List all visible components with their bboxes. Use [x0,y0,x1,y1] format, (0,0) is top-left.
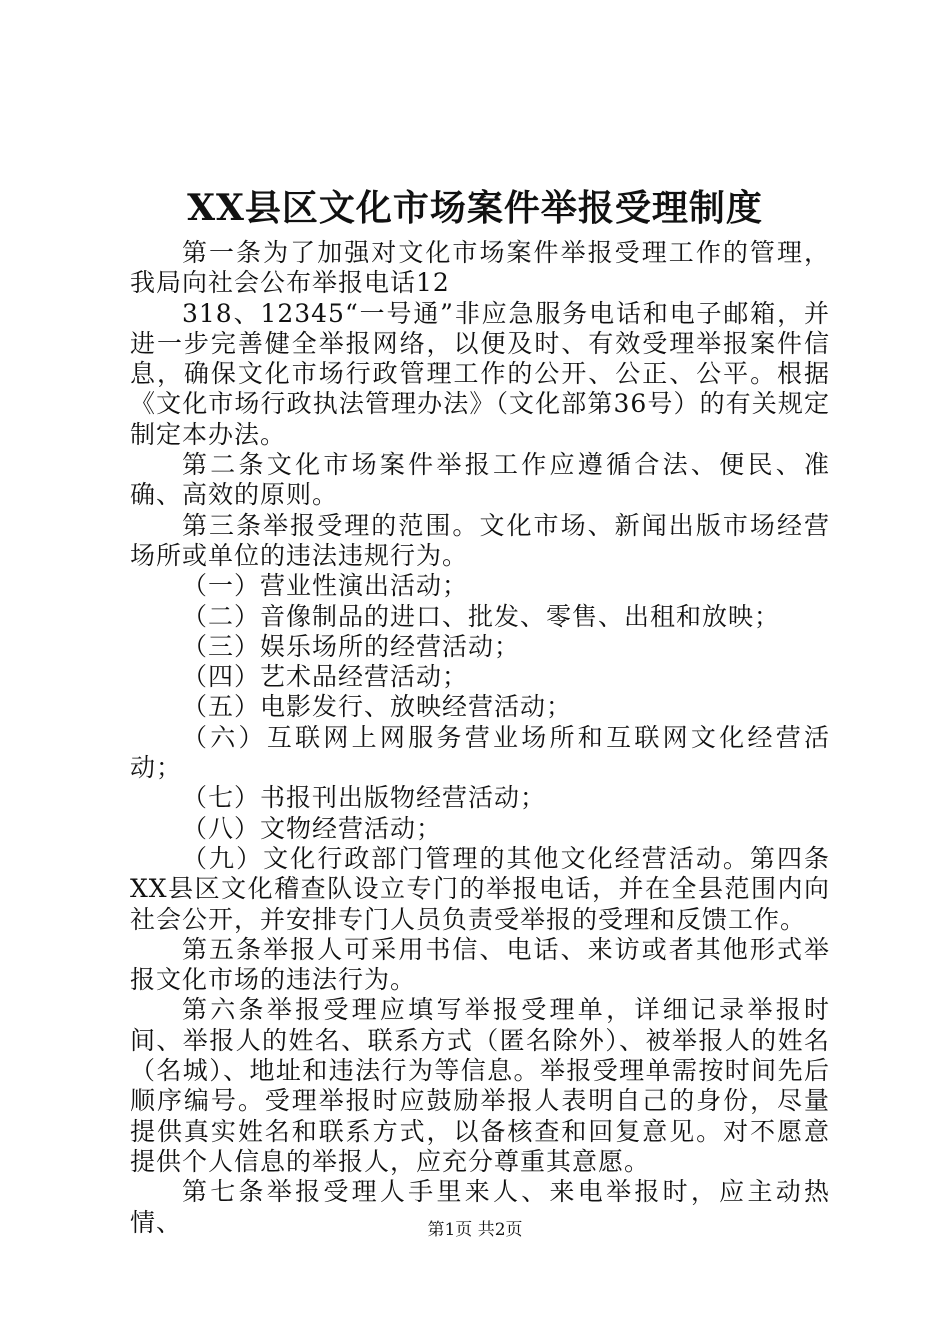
list-item-2: （二）音像制品的进口、批发、零售、出租和放映； [182,601,781,631]
list-item-8: （八）文物经营活动； [182,813,443,843]
list-item-9-and-article-4: （九）文化行政部门管理的其他文化经营活动。第四条XX县区文化稽查队设立专门的举报电话，并在全县范围内向社会公开，并安排专门人员负责受举报的受理和反馈工作。 [130,843,830,934]
paragraph-article-1-continued: 318、12345“一号通”非应急服务电话和电子邮箱，并进一步完善健全举报网络，以便及时、有效受理举报案件信息，确保文化市场行政管理工作的公开、公正、公平。根据《文化市场行政执法管理办法》（文化部第36号）的有关规定制定本办法。 [130,298,830,449]
list-item-7: （七）书报刊出版物经营活动； [182,783,547,813]
document-title: XX县区文化市场案件举报受理制度 [187,187,763,229]
paragraph-article-2: 第二条文化市场案件举报工作应遵循合法、便民、准确、高效的原则。 [130,450,830,510]
list-item-4: （四）艺术品经营活动； [182,662,469,692]
list-item-1: （一）营业性演出活动； [182,571,469,601]
list-item-6: （六）互联网上网服务营业场所和互联网文化经营活动； [130,722,830,783]
list-item-5: （五）电影发行、放映经营活动； [182,692,573,722]
paragraph-article-3: 第三条举报受理的范围。文化市场、新闻出版市场经营场所或单位的违法违规行为。 [130,510,830,570]
paragraph-article-5: 第五条举报人可采用书信、电话、来访或者其他形式举报文化市场的违法行为。 [130,934,830,995]
list-item-3: （三）娱乐场所的经营活动； [182,631,521,661]
document-body [130,238,830,1238]
paragraph-article-1: 第一条为了加强对文化市场案件举报受理工作的管理，我局向社会公布举报电话12 [130,238,830,298]
paragraph-article-7: 第七条举报受理人手里来人、来电举报时，应主动热情、 [130,1177,830,1237]
paragraph-article-6: 第六条举报受理应填写举报受理单，详细记录举报时间、举报人的姓名、联系方式（匿名除外）、被举报人的姓名（名城）、地址和违法行为等信息。举报受理单需按时间先后顺序编号。受理举报时应鼓励举报人表明自己的身份，尽量提供真实姓名和联系方式，以备核查和回复意见。对不愿意提供个人信息的举报人，应充分尊重其意愿。 [130,995,830,1176]
page-footer: 第1页 共2页 [427,1220,523,1240]
